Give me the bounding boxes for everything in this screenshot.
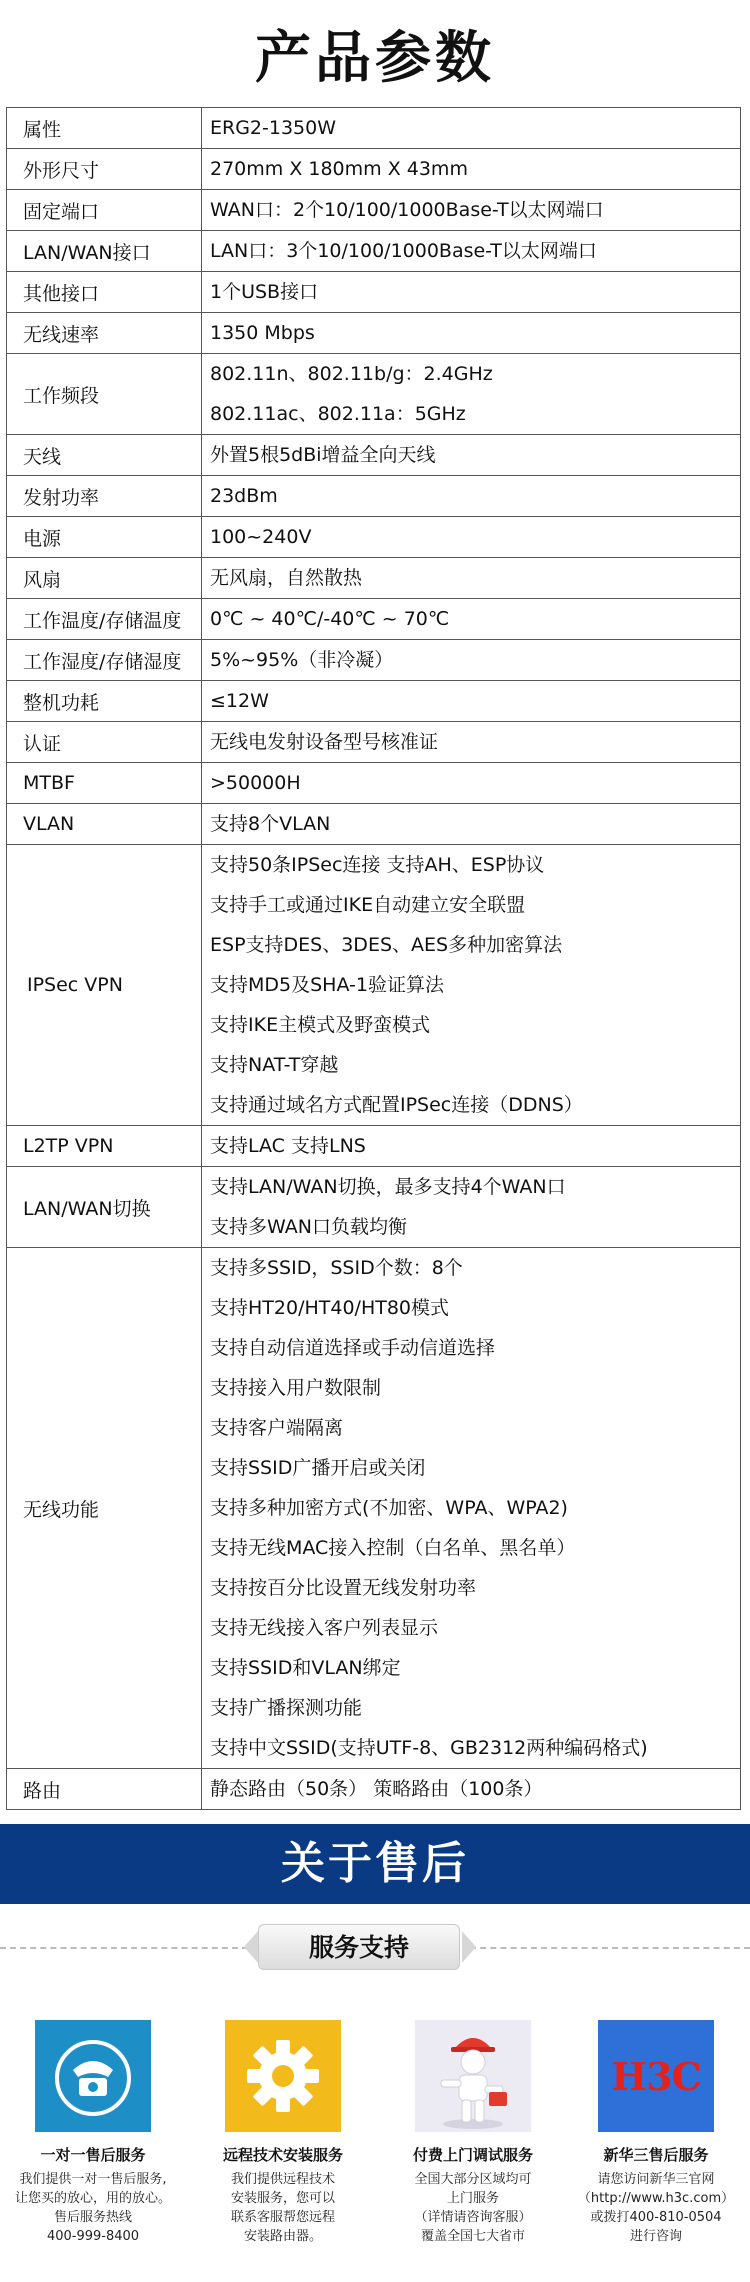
spec-value (202, 599, 741, 640)
spec-attr: 工作频段 (7, 354, 202, 435)
spec-value-line: 100~240V (210, 526, 312, 548)
spec-value-line: 支持8个VLAN (210, 813, 331, 835)
spec-value-line: 23dBm (210, 485, 278, 507)
spec-attr: 路由 (7, 1769, 202, 1810)
spec-value-line: 支持通过域名方式配置IPSec连接（DDNS） (210, 1094, 583, 1116)
spec-value (202, 1769, 741, 1810)
h3c-logo-text: H3C (611, 2054, 701, 2099)
divider-left (0, 1947, 248, 1949)
spec-value-line: 支持NAT-T穿越 (210, 1054, 339, 1076)
service-text: 让您买的放心，用的放心。 (14, 2191, 171, 2206)
spec-value-line: 支持IKE主模式及野蛮模式 (210, 1014, 431, 1036)
spec-attr: 外形尺寸 (7, 149, 202, 190)
spec-value (202, 231, 741, 272)
spec-value-line: 支持按百分比设置无线发射功率 (210, 1577, 477, 1599)
spec-row (7, 640, 741, 681)
spec-value (202, 272, 741, 313)
spec-value (202, 1126, 741, 1167)
spec-value-line: 1个USB接口 (210, 281, 319, 303)
spec-value (202, 313, 741, 354)
service-card-1 (2, 2020, 184, 2246)
spec-value-line: 1350 Mbps (210, 322, 315, 344)
spec-attr: LAN/WAN切换 (7, 1167, 202, 1248)
spec-attr: L2TP VPN (7, 1126, 202, 1167)
spec-value-line: 802.11n、802.11b/g：2.4GHz (210, 363, 493, 385)
spec-value-line: 外置5根5dBi增益全向天线 (210, 444, 436, 466)
banner-title: 关于售后 (281, 1838, 469, 1889)
arrow-left-icon (244, 1931, 258, 1963)
service-text: 覆盖全国七大省市 (420, 2229, 525, 2244)
spec-row (7, 1167, 741, 1248)
service-title: 远程技术安装服务 (222, 2146, 343, 2164)
service-title: 付费上门调试服务 (412, 2146, 533, 2164)
spec-row (7, 190, 741, 231)
spec-value-line: 支持50条IPSec连接 支持AH、ESP协议 (210, 854, 545, 876)
spec-row (7, 558, 741, 599)
spec-row (7, 354, 741, 435)
gear-icon (225, 2020, 341, 2132)
spec-value-line: 支持无线接入客户列表显示 (210, 1617, 439, 1639)
service-card-3 (382, 2020, 564, 2246)
spec-value-line: WAN口：2个10/100/1000Base-T以太网端口 (210, 199, 604, 221)
spec-value (202, 190, 741, 231)
spec-row (7, 722, 741, 763)
spec-row (7, 435, 741, 476)
spec-value-line: 支持无线MAC接入控制（白名单、黑名单） (210, 1537, 576, 1559)
spec-value-line: 支持中文SSID(支持UTF-8、GB2312两种编码格式) (210, 1737, 648, 1759)
spec-attr: MTBF (7, 763, 202, 804)
spec-value-line: 支持LAC 支持LNS (210, 1135, 366, 1157)
spec-value-line: 0℃ ~ 40℃/-40℃ ~ 70℃ (210, 608, 450, 630)
service-text: 售后服务热线 (53, 2210, 132, 2225)
spec-row (7, 1126, 741, 1167)
spec-value-line: 270mm X 180mm X 43mm (210, 158, 468, 180)
spec-value-line: LAN口：3个10/100/1000Base-T以太网端口 (210, 240, 597, 262)
spec-row (7, 476, 741, 517)
service-text: （http://www.h3c.com） (577, 2191, 735, 2206)
spec-row (7, 1248, 741, 1769)
spec-value-line: 支持MD5及SHA-1验证算法 (210, 974, 444, 996)
spec-attr: LAN/WAN接口 (7, 231, 202, 272)
service-text: 安装服务，您可以 (230, 2191, 335, 2206)
spec-attr: 其他接口 (7, 272, 202, 313)
spec-value (202, 845, 741, 1126)
spec-row (7, 804, 741, 845)
service-text: 我们提供远程技术 (230, 2172, 335, 2187)
spec-row (7, 517, 741, 558)
divider-right (470, 1947, 750, 1949)
service-text: 进行咨询 (629, 2229, 682, 2244)
service-text: 请您访问新华三官网 (597, 2172, 715, 2187)
service-text: （详情请咨询客服） (414, 2210, 532, 2225)
spec-row (7, 272, 741, 313)
spec-value-line: ≤12W (210, 690, 269, 712)
service-title: 新华三售后服务 (603, 2146, 709, 2164)
spec-row (7, 845, 741, 1126)
spec-attr: VLAN (7, 804, 202, 845)
spec-value-line: 支持LAN/WAN切换，最多支持4个WAN口 (210, 1176, 566, 1198)
spec-row (7, 681, 741, 722)
spec-attr: 整机功耗 (7, 681, 202, 722)
spec-value (202, 354, 741, 435)
spec-value (202, 517, 741, 558)
spec-attr: 认证 (7, 722, 202, 763)
spec-attr: 发射功率 (7, 476, 202, 517)
spec-value-line: ESP支持DES、3DES、AES多种加密算法 (210, 934, 563, 956)
spec-attr: 工作温度/存储温度 (7, 599, 202, 640)
spec-attr: 电源 (7, 517, 202, 558)
section-title: 服务支持 (258, 1924, 460, 1970)
spec-attr: 固定端口 (7, 190, 202, 231)
spec-value-line: 支持自动信道选择或手动信道选择 (210, 1337, 496, 1359)
service-text: 全国大部分区域均可 (414, 2172, 532, 2187)
spec-value (202, 681, 741, 722)
spec-value (202, 476, 741, 517)
spec-value-line: 支持SSID广播开启或关闭 (210, 1457, 426, 1479)
service-text: 联系客服帮您远程 (230, 2210, 335, 2225)
spec-value (202, 149, 741, 190)
spec-attr: 天线 (7, 435, 202, 476)
spec-value-line: 支持多种加密方式(不加密、WPA、WPA2) (210, 1497, 568, 1519)
service-text: 安装路由器。 (243, 2229, 322, 2244)
spec-value-line: 无风扇，自然散热 (210, 567, 363, 589)
spec-value-line: 支持客户端隔离 (210, 1417, 344, 1439)
aftersales-banner (0, 1824, 750, 1904)
spec-row (7, 763, 741, 804)
spec-value-line: ERG2-1350W (210, 117, 337, 139)
spec-row (7, 1769, 741, 1810)
service-text: 上门服务 (446, 2191, 499, 2206)
spec-table (6, 107, 741, 1810)
spec-attr: 无线速率 (7, 313, 202, 354)
spec-value-line: 支持多WAN口负载均衡 (210, 1216, 407, 1238)
spec-value-line: 支持HT20/HT40/HT80模式 (210, 1297, 450, 1319)
spec-value (202, 804, 741, 845)
spec-row (7, 149, 741, 190)
spec-attr: 属性 (7, 108, 202, 149)
spec-value (202, 1248, 741, 1769)
spec-value (202, 558, 741, 599)
service-card-2 (192, 2020, 374, 2246)
spec-attr: 工作湿度/存储湿度 (7, 640, 202, 681)
spec-row (7, 313, 741, 354)
spec-row (7, 231, 741, 272)
spec-value-line: 支持多SSID，SSID个数：8个 (210, 1257, 463, 1279)
spec-value (202, 1167, 741, 1248)
spec-row (7, 599, 741, 640)
h3c-logo-icon (598, 2020, 714, 2132)
spec-attr: 风扇 (7, 558, 202, 599)
spec-row (7, 108, 741, 149)
spec-attr: 无线功能 (7, 1248, 202, 1769)
spec-value-line: 静态路由（50条） 策略路由（100条） (210, 1778, 543, 1800)
spec-value-line: >50000H (210, 772, 301, 794)
spec-attr: IPSec VPN (7, 845, 202, 1126)
service-text: 400-999-8400 (46, 2229, 140, 2244)
spec-value (202, 722, 741, 763)
spec-value-line: 支持接入用户数限制 (210, 1377, 382, 1399)
spec-value (202, 640, 741, 681)
spec-value (202, 435, 741, 476)
worker-icon (415, 2020, 531, 2132)
service-text: 或拨打400-810-0504 (590, 2210, 722, 2225)
service-card-4 (565, 2020, 747, 2246)
spec-value (202, 763, 741, 804)
spec-value-line: 支持广播探测功能 (210, 1697, 363, 1719)
service-text: 我们提供一对一售后服务, (19, 2172, 167, 2187)
phone-icon (35, 2020, 151, 2132)
spec-value-line: 支持SSID和VLAN绑定 (210, 1657, 401, 1679)
spec-value-line: 5%~95%（非冷凝） (210, 649, 394, 671)
service-title: 一对一售后服务 (40, 2146, 146, 2164)
spec-value-line: 支持手工或通过IKE自动建立安全联盟 (210, 894, 526, 916)
spec-value (202, 108, 741, 149)
spec-value-line: 802.11ac、802.11a：5GHz (210, 403, 466, 425)
spec-value-line: 无线电发射设备型号核准证 (210, 731, 439, 753)
page-title: 产品参数 (255, 26, 495, 91)
arrow-right-icon (462, 1931, 476, 1963)
